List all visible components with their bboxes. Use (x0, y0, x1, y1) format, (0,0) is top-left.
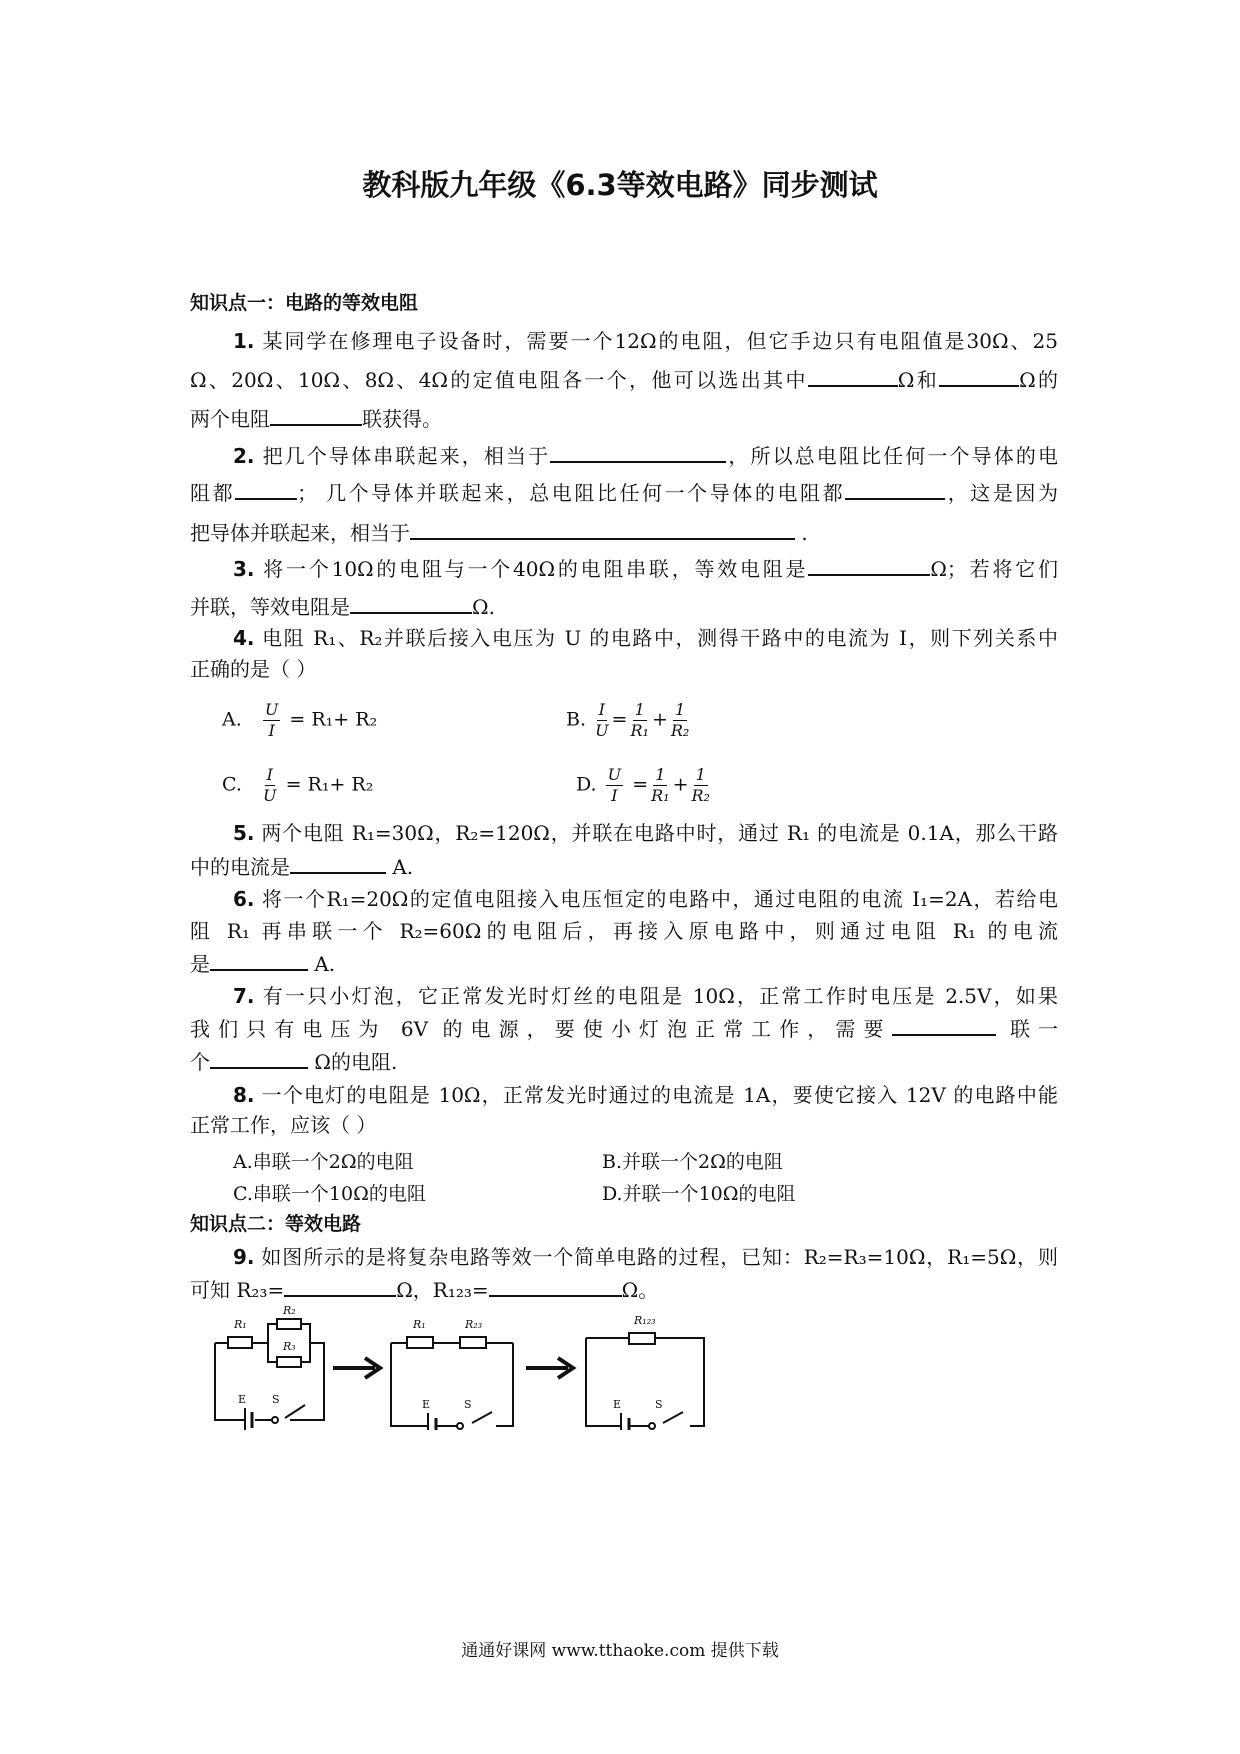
equals: = (611, 708, 628, 731)
question-text: 两个电阻 R₁=30Ω，R₂=120Ω，并联在电路中时，通过 R₁ 的电流是 0.1A，那么干路 (260, 821, 1058, 845)
resistor-r3 (277, 1357, 301, 1367)
fraction (671, 700, 689, 741)
question-number: 6. (233, 887, 255, 911)
question-text: ，这是因为 (945, 481, 1059, 505)
label-r1: R₁ (234, 1318, 247, 1331)
label-e: E (613, 1398, 622, 1411)
label-e: E (238, 1393, 247, 1406)
numerator: U (607, 765, 622, 784)
answer-blank[interactable] (550, 441, 726, 463)
fraction (630, 700, 648, 741)
question-line (190, 441, 1058, 470)
denominator: I (611, 786, 618, 805)
question-line (190, 1243, 1058, 1271)
circuit-intermediate (391, 1337, 513, 1430)
question-text: Ω，R₁₂₃= (396, 1278, 489, 1302)
plus: + (672, 773, 689, 796)
question-text: Ω的电阻. (308, 1050, 398, 1074)
answer-blank[interactable] (808, 554, 930, 576)
numerator: 1 (695, 765, 706, 784)
q4-option-a (222, 700, 377, 741)
answer-blank[interactable] (270, 404, 362, 426)
fraction (263, 765, 276, 806)
label-e: E (422, 1398, 431, 1411)
resistor-r1 (228, 1337, 252, 1348)
numerator: 1 (675, 700, 686, 719)
denominator: R₂ (691, 786, 710, 805)
question-number: 8. (233, 1083, 255, 1107)
question-text: Ω的 (1019, 368, 1058, 392)
answer-blank[interactable] (892, 1014, 996, 1036)
question-continuation-line (190, 949, 1058, 978)
plus: + (651, 708, 668, 731)
question-continuation-line (190, 1047, 1058, 1076)
label-r1: R₁ (413, 1318, 426, 1331)
numerator: 1 (634, 700, 645, 719)
section-heading: 知识点二：等效电路 (190, 1213, 362, 1235)
question-text: Ω；若将它们 (930, 557, 1058, 581)
label-s: S (655, 1398, 663, 1411)
question-number: 1. (233, 329, 255, 353)
question-text: 某同学在修理电子设备时，需要一个12Ω的电阻，但它手边只有电阻值是30Ω、25 (260, 329, 1058, 353)
resistor-r23 (460, 1337, 486, 1348)
question-line (190, 327, 1058, 355)
question-line (190, 624, 1058, 652)
question-continuation-line (190, 1014, 1058, 1043)
answer-blank[interactable] (235, 478, 297, 500)
question-text: 阻 R₁ 再串联一个 R₂=60Ω的电阻后，再接入原电路中，则通过电阻 R₁ 的电流 (190, 919, 1058, 943)
q8-option-d: D.并联一个10Ω的电阻 (602, 1183, 796, 1205)
resistor-r1 (407, 1337, 433, 1348)
numerator: I (598, 700, 605, 719)
fraction (651, 765, 669, 806)
question-text: 并联，等效电阻是 (190, 595, 350, 619)
question-number: 2. (233, 444, 255, 468)
question-text: 联一 (995, 1017, 1059, 1041)
question-text: 如图所示的是将复杂电路等效一个简单电路的过程，已知：R₂=R₃=10Ω，R₁=5Ω，则 (260, 1245, 1058, 1269)
question-text: 联获得。 (362, 407, 442, 431)
section-heading: 知识点一：电路的等效电阻 (190, 292, 419, 314)
question-text: Ω。 (621, 1278, 659, 1302)
option-label: B. (566, 708, 587, 731)
question-text: Ω、20Ω、10Ω、8Ω、4Ω的定值电阻各一个，他可以选出其中 (190, 368, 808, 392)
answer-blank[interactable] (210, 1047, 308, 1069)
question-line (190, 982, 1058, 1010)
resistor-r123 (629, 1333, 655, 1344)
resistor-r2 (277, 1319, 301, 1329)
question-continuation-line (190, 592, 1058, 621)
denominator: U (595, 721, 609, 740)
label-s: S (464, 1398, 472, 1411)
question-text: A. (308, 952, 336, 976)
label-r123: R₁₂₃ (634, 1314, 656, 1327)
question-continuation-line (190, 478, 1058, 507)
arrow-2 (526, 1358, 573, 1378)
question-continuation-line (190, 404, 1058, 433)
numerator: U (264, 700, 279, 719)
question-text: 将一个R₁=20Ω的定值电阻接入电压恒定的电路中，通过电阻的电流 I₁=2A，若给电 (260, 887, 1058, 911)
question-text: 正常工作，应该（ ） (190, 1113, 377, 1137)
question-text: A. (386, 855, 414, 879)
question-number: 5. (233, 821, 255, 845)
question-number: 4. (233, 626, 255, 650)
answer-blank[interactable] (845, 478, 945, 500)
arrow-1 (333, 1358, 380, 1378)
question-text: 电阻 R₁、R₂并联后接入电压为 U 的电路中，测得干路中的电流为 I，则下列关系中 (260, 626, 1058, 650)
fraction (595, 700, 608, 741)
question-text: 我们只有电压为 6V 的电源，要使小灯泡正常工作，需要 (190, 1017, 892, 1041)
label-r23: R₂₃ (465, 1318, 483, 1331)
denominator: U (263, 786, 277, 805)
question-continuation-line (190, 365, 1058, 394)
question-continuation-line (190, 1111, 1058, 1139)
question-text: 有一只小灯泡，它正常发光时灯丝的电阻是 10Ω，正常工作时电压是 2.5V，如果 (260, 984, 1058, 1008)
denominator: R₁ (630, 721, 649, 740)
question-text: 把几个导体串联起来，相当于 (260, 444, 551, 468)
option-label: A. (222, 708, 242, 731)
fraction (263, 700, 280, 741)
label-s: S (272, 1393, 280, 1406)
denominator: I (268, 721, 275, 740)
question-number: 9. (233, 1245, 255, 1269)
numerator: 1 (655, 765, 666, 784)
question-line (190, 554, 1058, 583)
q4-option-d (576, 765, 713, 806)
option-label: C. (222, 773, 242, 796)
question-text: 把导体并联起来，相当于 (190, 521, 410, 545)
question-text: 中的电流是 (190, 855, 290, 879)
question-text: 将一个10Ω的电阻与一个40Ω的电阻串联，等效电阻是 (260, 557, 809, 581)
footer-source: 通通好课网 www.tthaoke.com 提供下载 (461, 1641, 779, 1661)
answer-blank[interactable] (210, 949, 308, 971)
question-text: Ω. (472, 595, 495, 619)
answer-blank[interactable] (939, 365, 1019, 387)
question-text: 一个电灯的电阻是 10Ω，正常发光时通过的电流是 1A，要使它接入 12V 的电路中能 (260, 1083, 1058, 1107)
question-continuation-line (190, 917, 1058, 945)
question-text: 个 (190, 1050, 210, 1074)
denominator: R₂ (670, 721, 690, 740)
question-text: Ω和 (897, 368, 940, 392)
circuit-simplified (586, 1333, 704, 1430)
answer-blank[interactable] (350, 592, 472, 614)
option-rhs: = R₁+ R₂ (285, 773, 374, 796)
question-text: ； 几个导体并联起来，总电阻比任何一个导体的电阻都 (297, 481, 846, 505)
question-text: ，所以总电阻比任何一个导体的电 (726, 444, 1059, 468)
numerator: I (266, 765, 273, 784)
question-line (190, 819, 1058, 847)
circuit-diagrams (200, 1290, 920, 1430)
question-number: 3. (233, 557, 255, 581)
question-text: 阻都 (190, 481, 236, 505)
q8-option-b: B.并联一个2Ω的电阻 (602, 1151, 783, 1173)
label-r3: R₃ (283, 1340, 296, 1353)
question-text: 是 (190, 952, 210, 976)
page-title: 教科版九年级《6.3等效电路》同步测试 (362, 168, 878, 202)
question-number: 7. (233, 984, 255, 1008)
q8-option-a: A.串联一个2Ω的电阻 (233, 1151, 414, 1173)
question-continuation-line (190, 852, 1058, 881)
answer-blank[interactable] (410, 518, 795, 540)
equals: = (632, 773, 649, 796)
fraction (692, 765, 710, 806)
option-label: D. (576, 773, 597, 796)
question-text: 正确的是（ ） (190, 657, 317, 681)
label-r2: R₂ (283, 1304, 296, 1317)
question-text: 两个电阻 (190, 407, 270, 431)
question-text: 可知 R₂₃= (190, 1278, 285, 1302)
circuit-original (215, 1319, 324, 1430)
q4-option-b (566, 700, 692, 741)
question-line (190, 1081, 1058, 1109)
answer-blank[interactable] (808, 365, 898, 387)
question-line (190, 885, 1058, 913)
question-continuation-line (190, 655, 1058, 683)
option-rhs: = R₁+ R₂ (289, 708, 378, 731)
question-text: . (795, 521, 808, 545)
answer-blank[interactable] (290, 852, 386, 874)
switch-pivot (272, 1417, 278, 1423)
question-continuation-line (190, 518, 1058, 547)
denominator: R₁ (651, 786, 670, 805)
fraction (606, 765, 623, 806)
q8-option-c: C.串联一个10Ω的电阻 (233, 1183, 426, 1205)
q4-option-c (222, 765, 373, 806)
